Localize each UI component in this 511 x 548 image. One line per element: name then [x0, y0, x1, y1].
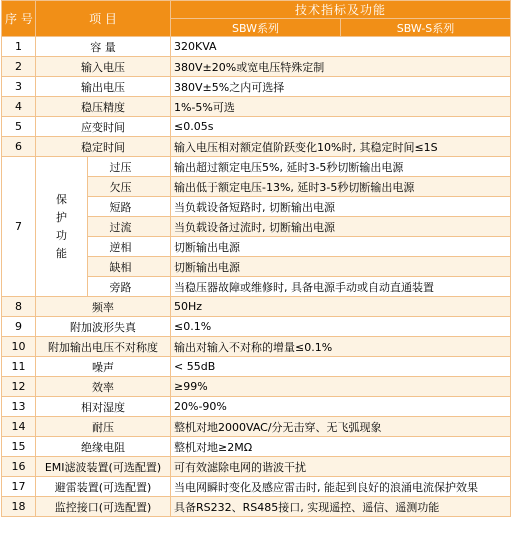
row-number: 3 — [2, 77, 36, 97]
protection-label-char: 能 — [56, 246, 67, 260]
protection-label-char: 保 — [56, 192, 67, 206]
row-value: 320KVA — [171, 37, 511, 57]
row-value: 整机对地2000VAC/分无击穿、无飞弧现象 — [171, 417, 511, 437]
protection-item-value: 当稳压器故障或维修时, 具备电源手动或自动直通装置 — [171, 277, 511, 297]
protection-item-name: 缺相 — [88, 257, 171, 277]
table-row — [2, 397, 511, 417]
table-row — [2, 317, 511, 337]
row-number: 5 — [2, 117, 36, 137]
row-number: 12 — [2, 377, 36, 397]
row-item: 耐压 — [36, 417, 171, 437]
row-value: < 55dB — [171, 357, 511, 377]
protection-item-value: 输出超过额定电压5%, 延时3-5秒切断输出电源 — [171, 157, 511, 177]
row-item: 输出电压 — [36, 77, 171, 97]
row-value: ≤0.1% — [171, 317, 511, 337]
table-row — [2, 57, 511, 77]
row-number: 8 — [2, 297, 36, 317]
table-row — [2, 377, 511, 397]
row-number: 11 — [2, 357, 36, 377]
protection-item-name: 过压 — [88, 157, 171, 177]
row-value: 具备RS232、RS485接口, 实现遥控、遥信、遥测功能 — [171, 497, 511, 517]
protection-item-value: 输出低于额定电压-13%, 延时3-5秒切断输出电源 — [171, 177, 511, 197]
row-item: EMI滤波装置(可选配置) — [36, 457, 171, 477]
row-item: 相对湿度 — [36, 397, 171, 417]
row-number: 1 — [2, 37, 36, 57]
protection-item-value: 切断输出电源 — [171, 257, 511, 277]
row-item: 输入电压 — [36, 57, 171, 77]
row-value: 380V±20%或宽电压特殊定制 — [171, 57, 511, 77]
protection-item-name: 过流 — [88, 217, 171, 237]
row-number: 17 — [2, 477, 36, 497]
protection-item-name: 逆相 — [88, 237, 171, 257]
table-row — [2, 437, 511, 457]
protection-label-char: 护 — [56, 210, 67, 224]
row-item: 避雷装置(可选配置) — [36, 477, 171, 497]
table-row — [2, 157, 511, 177]
row-value: 20%-90% — [171, 397, 511, 417]
row-item: 噪声 — [36, 357, 171, 377]
row-item: 频率 — [36, 297, 171, 317]
row-value: 输出对输入不对称的增量≤0.1% — [171, 337, 511, 357]
protection-item-name: 短路 — [88, 197, 171, 217]
row-number: 4 — [2, 97, 36, 117]
row-value: ≤0.05s — [171, 117, 511, 137]
row-number: 14 — [2, 417, 36, 437]
header-series-sbw: SBW系列 — [171, 19, 341, 37]
row-item: 稳压精度 — [36, 97, 171, 117]
protection-item-value: 当负载设备短路时, 切断输出电源 — [171, 197, 511, 217]
protection-item-value: 切断输出电源 — [171, 237, 511, 257]
protection-label-char: 功 — [56, 228, 67, 242]
row-item: 附加输出电压不对称度 — [36, 337, 171, 357]
table-row — [2, 477, 511, 497]
row-number: 18 — [2, 497, 36, 517]
table-row — [2, 417, 511, 437]
row-value: ≥99% — [171, 377, 511, 397]
row-value: 可有效滤除电网的谐波干扰 — [171, 457, 511, 477]
table-row — [2, 337, 511, 357]
row-item: 稳定时间 — [36, 137, 171, 157]
row-value: 输入电压相对额定值阶跃变化10%时, 其稳定时间≤1S — [171, 137, 511, 157]
row-item: 附加波形失真 — [36, 317, 171, 337]
row-number: 10 — [2, 337, 36, 357]
row-item: 效率 — [36, 377, 171, 397]
table-row — [2, 77, 511, 97]
header-spec: 技术指标及功能 — [171, 1, 511, 19]
protection-item-name: 旁路 — [88, 277, 171, 297]
row-value: 整机对地≥2MΩ — [171, 437, 511, 457]
header-item: 项 目 — [36, 1, 171, 37]
row-item: 应变时间 — [36, 117, 171, 137]
table-row — [2, 117, 511, 137]
table-row — [2, 357, 511, 377]
row-value: 1%-5%可选 — [171, 97, 511, 117]
row-number: 9 — [2, 317, 36, 337]
row-number: 13 — [2, 397, 36, 417]
row-number: 6 — [2, 137, 36, 157]
table-row — [2, 497, 511, 517]
row-number: 15 — [2, 437, 36, 457]
table-row — [2, 137, 511, 157]
row-item: 绝缘电阻 — [36, 437, 171, 457]
table-row — [2, 97, 511, 117]
row-number: 16 — [2, 457, 36, 477]
protection-label — [36, 157, 88, 297]
row-number: 7 — [2, 157, 36, 297]
row-value: 50Hz — [171, 297, 511, 317]
protection-item-value: 当负载设备过流时, 切断输出电源 — [171, 217, 511, 237]
spec-table — [1, 0, 511, 517]
table-row — [2, 297, 511, 317]
header-no: 序 号 — [2, 1, 36, 37]
row-value: 380V±5%之内可选择 — [171, 77, 511, 97]
table-row — [2, 37, 511, 57]
row-item: 监控接口(可选配置) — [36, 497, 171, 517]
table-row — [2, 457, 511, 477]
row-item: 容 量 — [36, 37, 171, 57]
row-value: 当电网瞬时变化及感应雷击时, 能起到良好的浪涌电流保护效果 — [171, 477, 511, 497]
header-series-sbw-s: SBW-S系列 — [341, 19, 511, 37]
protection-item-name: 欠压 — [88, 177, 171, 197]
row-number: 2 — [2, 57, 36, 77]
